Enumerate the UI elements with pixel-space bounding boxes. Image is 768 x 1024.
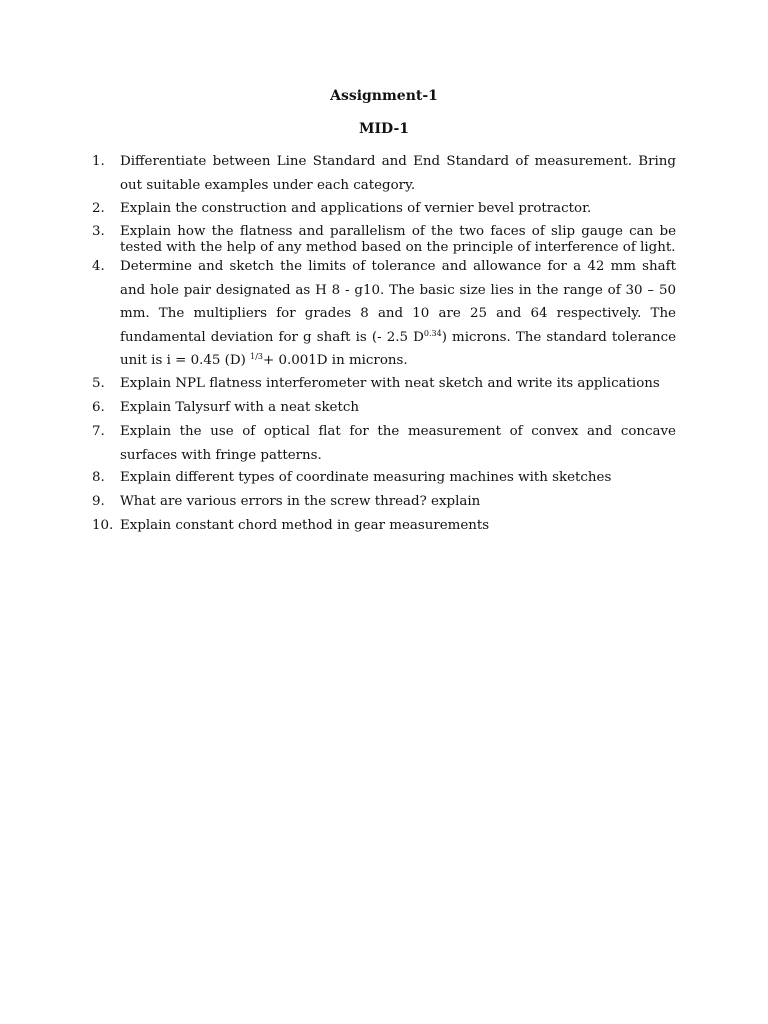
question-item-7	[92, 420, 676, 467]
question-number: 1.	[92, 154, 105, 169]
document-title: Assignment-1	[330, 88, 438, 104]
question-text: Explain the construction and applications of vernier bevel protractor.	[120, 201, 592, 216]
question-item-4	[92, 255, 676, 373]
question-text-part: ) microns. The standard tolerance unit is i = 0.45 (D)	[120, 329, 677, 368]
question-number: 6.	[92, 400, 105, 415]
question-text-part: Determine and sketch the limits of tolerance and allowance for a 42 mm shaft and hole pair designated as H 8 - g10. The basic size lies in the range of 30 – 50 mm. The multipliers for grades 8 and 10 are 25 and 64 respectively. The fundamental deviation for g shaft is (- 2.5 D	[120, 259, 676, 345]
question-text-part: + 0.001D in microns.	[262, 353, 408, 368]
question-item-3	[92, 224, 676, 256]
question-item-8	[92, 466, 676, 490]
question-number: 8.	[92, 470, 105, 485]
question-text: Explain constant chord method in gear measurements	[120, 518, 490, 533]
question-number: 7.	[92, 424, 105, 439]
question-text	[120, 255, 676, 373]
question-item-2	[92, 197, 676, 221]
question-item-10	[92, 514, 676, 538]
question-number: 5.	[92, 376, 105, 391]
question-item-6	[92, 396, 676, 420]
question-text: Explain how the flatness and parallelism of the two faces of slip gauge can be tested with the help of any method based on the principle of interference of light.	[120, 224, 676, 255]
document-subtitle: MID-1	[359, 121, 409, 137]
question-text: Explain NPL flatness interferometer with neat sketch and write its applications	[120, 376, 660, 391]
question-text: Explain different types of coordinate measuring machines with sketches	[120, 470, 612, 485]
question-item-5	[92, 372, 676, 396]
question-number: 9.	[92, 494, 105, 509]
exponent: 0.34	[423, 328, 442, 338]
question-number: 2.	[92, 201, 105, 216]
question-number: 3.	[92, 224, 105, 239]
question-text: What are various errors in the screw thread? explain	[120, 494, 481, 509]
exponent: 1/3	[250, 352, 263, 361]
question-text: Explain the use of optical flat for the measurement of convex and concave surfaces with fringe patterns.	[120, 424, 676, 463]
question-item-1	[92, 150, 676, 197]
question-item-9	[92, 490, 676, 514]
question-number: 4.	[92, 259, 105, 274]
question-text: Explain Talysurf with a neat sketch	[120, 400, 359, 415]
question-number: 10.	[92, 518, 114, 533]
question-text: Differentiate between Line Standard and End Standard of measurement. Bring out suitable examples under each category.	[120, 154, 676, 193]
